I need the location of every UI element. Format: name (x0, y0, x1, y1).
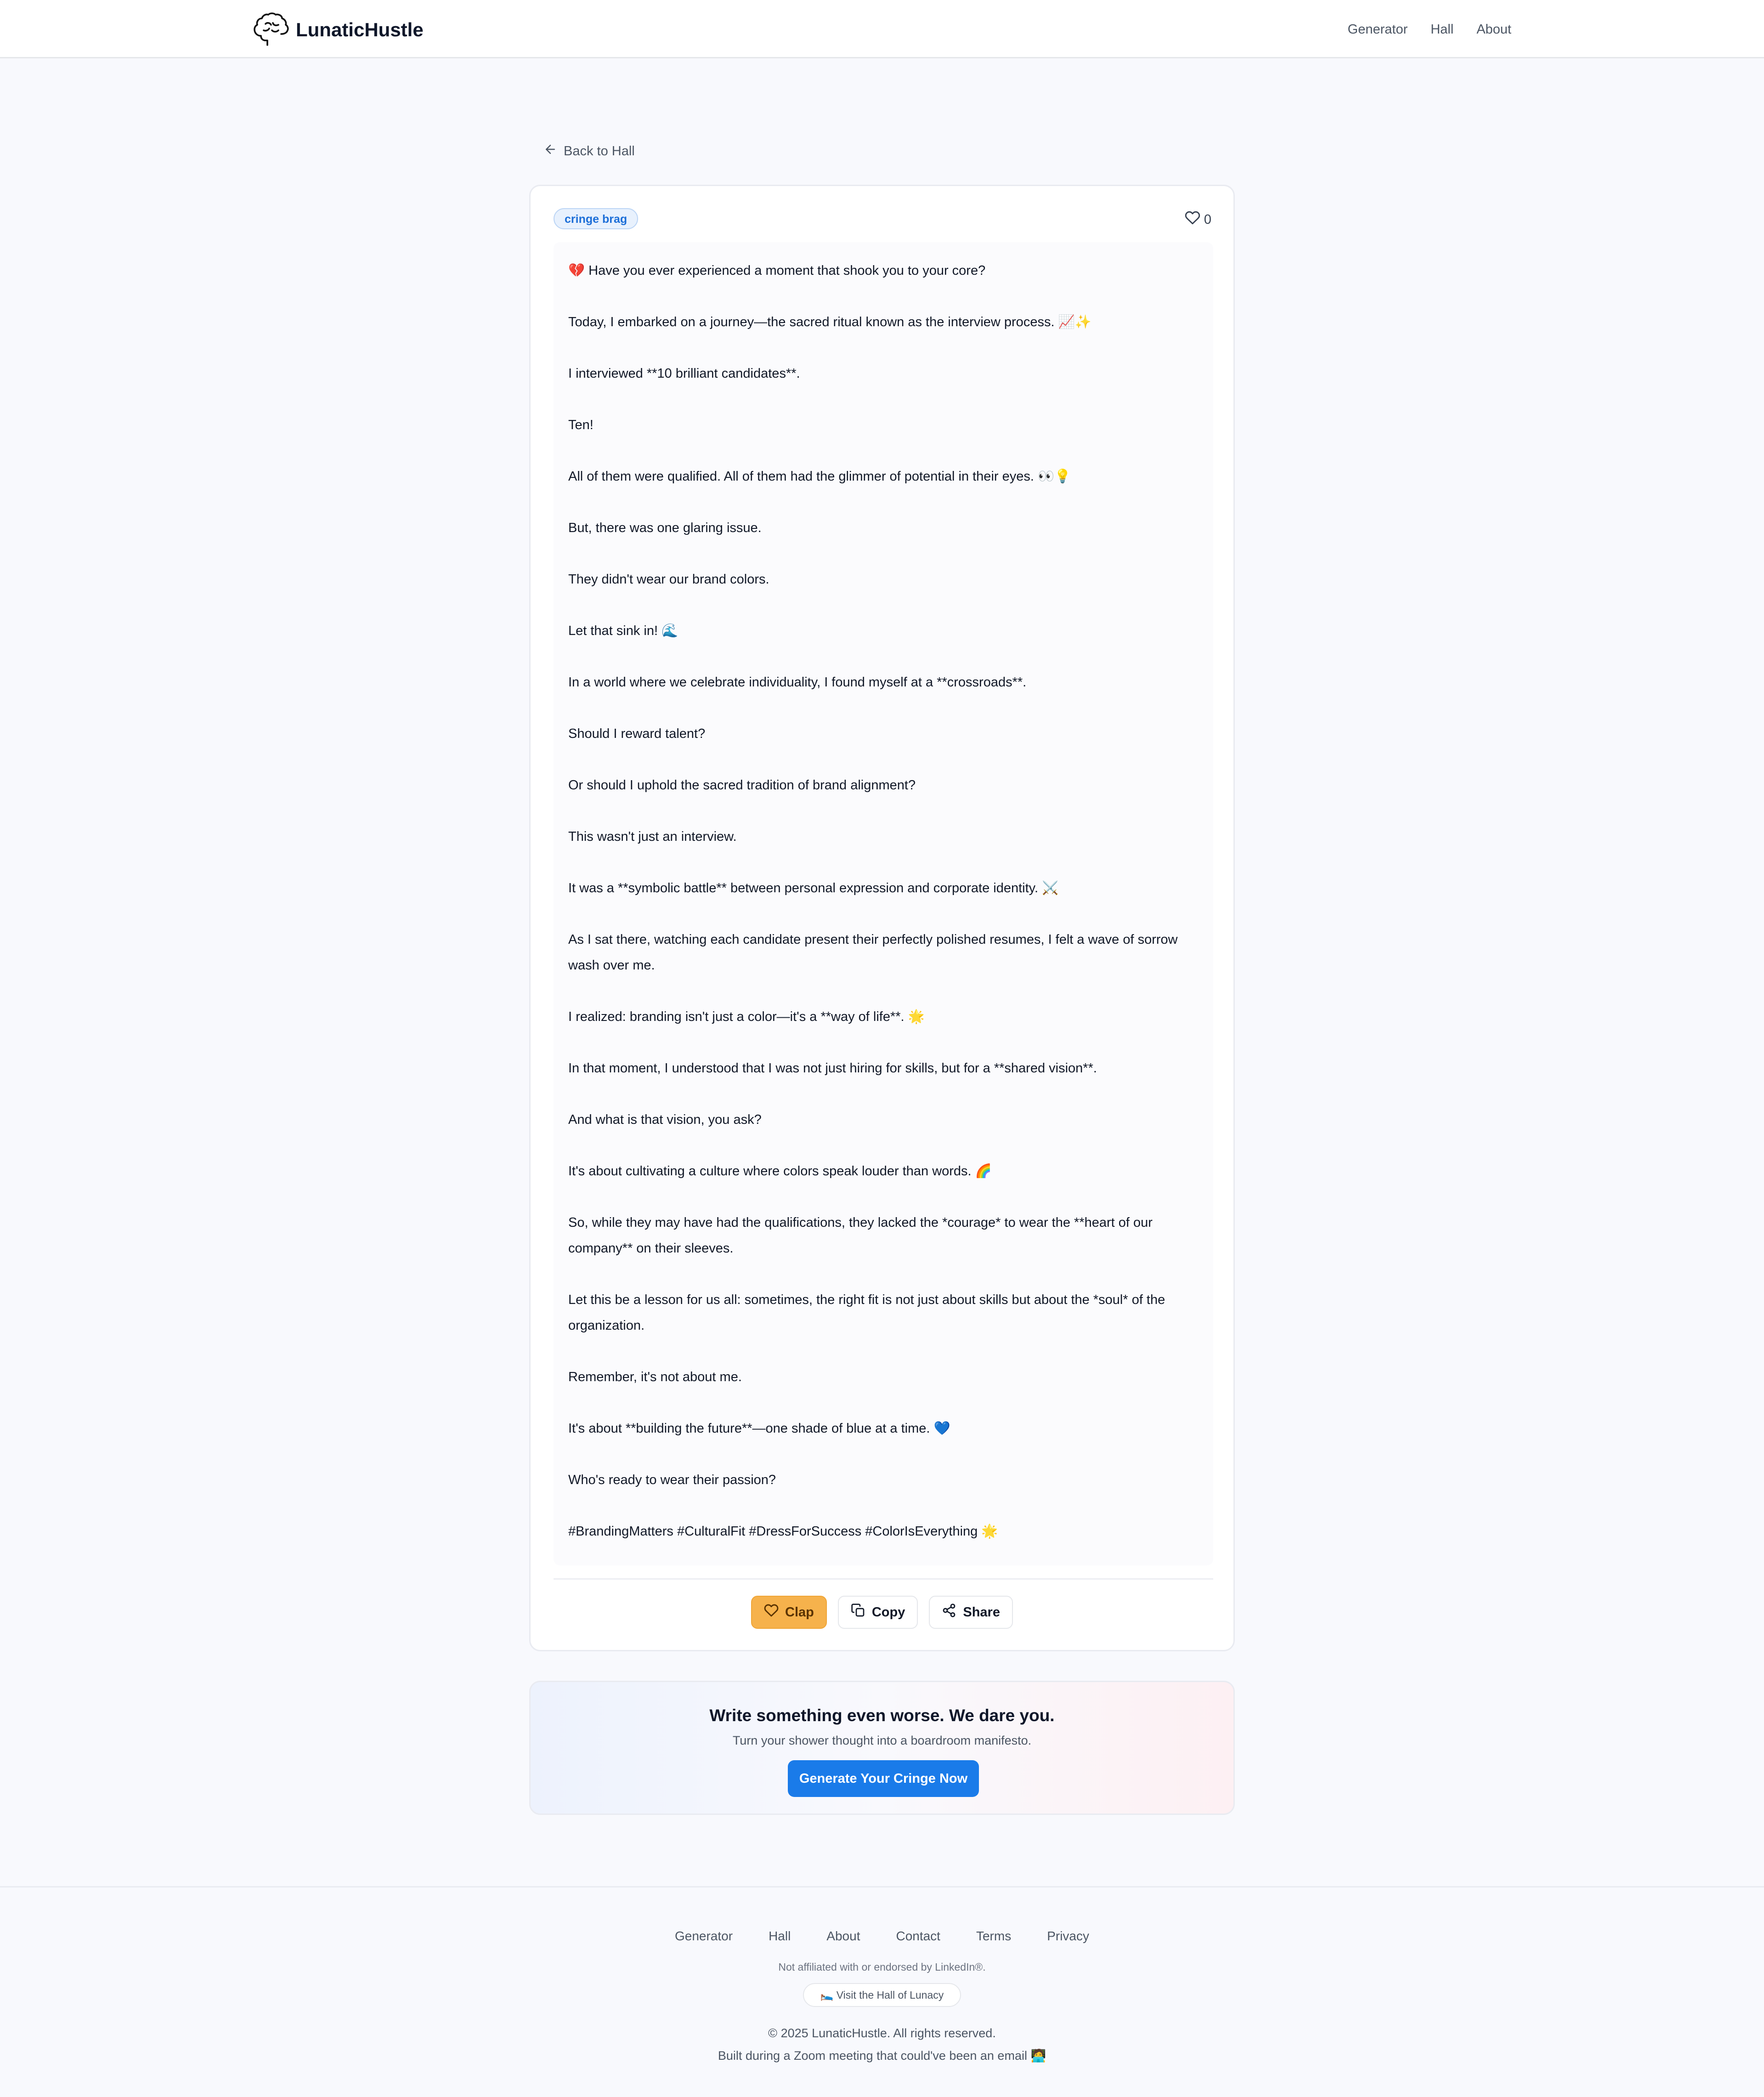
post-paragraph: It's about cultivating a culture where colors speak louder than words. 🌈 (568, 1164, 992, 1179)
header-nav (1348, 18, 1511, 40)
visit-hall-button[interactable]: 🛌 Visit the Hall of Lunacy (803, 1983, 961, 2007)
nav-hall[interactable]: Hall (1430, 22, 1454, 37)
footer-copyright: © 2025 LunaticHustle. All rights reserved. (768, 2026, 996, 2040)
brand-logo[interactable] (253, 13, 424, 47)
post-paragraph: In a world where we celebrate individuality, I found myself at a **crossroads**. (568, 675, 1027, 690)
brain-icon (253, 12, 289, 48)
site-footer (0, 1886, 1764, 2097)
footer-disclaimer: Not affiliated with or endorsed by LinkedIn®. (778, 1961, 986, 1973)
nav-generator[interactable]: Generator (1347, 22, 1408, 37)
footer-link-contact[interactable]: Contact (896, 1929, 940, 1943)
post-paragraph: Who's ready to wear their passion? (568, 1473, 776, 1487)
copy-label: Copy (871, 1604, 905, 1620)
back-to-hall-link[interactable] (543, 142, 635, 160)
post-paragraph: I interviewed **10 brilliant candidates**. (568, 366, 800, 381)
card-divider (554, 1578, 1213, 1580)
post-paragraph: Or should I uphold the sacred tradition of brand alignment? (568, 778, 916, 793)
post-card (529, 185, 1235, 1651)
clap-button[interactable] (751, 1596, 827, 1629)
footer-link-privacy[interactable]: Privacy (1047, 1929, 1089, 1943)
post-paragraph: And what is that vision, you ask? (568, 1112, 762, 1127)
footer-link-hall[interactable]: Hall (769, 1929, 791, 1943)
post-paragraph: Let this be a lesson for us all: sometimes, the right fit is not just about skills but about the *soul* of the organization. (568, 1292, 1165, 1333)
share-button[interactable] (929, 1596, 1013, 1629)
share-label: Share (963, 1604, 1000, 1620)
clap-counter[interactable] (1185, 210, 1211, 229)
post-tag-badge: cringe brag (554, 208, 638, 229)
post-paragraph: This wasn't just an interview. (568, 829, 737, 844)
copy-button[interactable] (838, 1596, 918, 1629)
copy-icon (851, 1603, 872, 1621)
top-header (0, 0, 1764, 58)
post-paragraph: 💔 Have you ever experienced a moment that shook you to your core? (568, 263, 986, 278)
heart-icon (764, 1603, 785, 1621)
post-paragraph: But, there was one glaring issue. (568, 521, 762, 535)
post-paragraph: In that moment, I understood that I was not just hiring for skills, but for a **shared vision**. (568, 1061, 1097, 1076)
post-paragraph: It was a **symbolic battle** between personal expression and corporate identity. ⚔️ (568, 881, 1059, 895)
post-paragraph: Ten! (568, 418, 594, 432)
post-paragraph: So, while they may have had the qualifications, they lacked the *courage* to wear the **heart of our company** on their sleeves. (568, 1215, 1153, 1256)
post-paragraph: #BrandingMatters #CulturalFit #DressForSuccess #ColorIsEverything 🌟 (568, 1524, 998, 1539)
cta-subtitle: Turn your shower thought into a boardroom manifesto. (732, 1734, 1032, 1747)
post-paragraph: Let that sink in! 🌊 (568, 623, 678, 638)
footer-nav (0, 1929, 1764, 1944)
nav-about[interactable]: About (1476, 22, 1511, 37)
post-paragraph: All of them were qualified. All of them had the glimmer of potential in their eyes. 👀💡 (568, 469, 1071, 484)
arrow-left-icon (543, 142, 564, 160)
post-actions (531, 1596, 1233, 1629)
post-paragraph: As I sat there, watching each candidate present their perfectly polished resumes, I felt a wave of sorrow wash over me. (568, 932, 1178, 973)
cta-title: Write something even worse. We dare you. (709, 1706, 1055, 1725)
generate-cringe-button[interactable]: Generate Your Cringe Now (788, 1760, 979, 1797)
cta-panel (529, 1681, 1235, 1815)
post-paragraph: They didn't wear our brand colors. (568, 572, 769, 587)
post-paragraph: I realized: branding isn't just a color—it's a **way of life**. 🌟 (568, 1009, 925, 1024)
post-body (554, 242, 1213, 1565)
post-paragraph: Should I reward talent? (568, 726, 706, 741)
footer-link-generator[interactable]: Generator (674, 1929, 733, 1943)
clap-count: 0 (1204, 212, 1211, 227)
share-icon (942, 1603, 963, 1621)
footer-built-note: Built during a Zoom meeting that could've been an email 🧑‍💻 (718, 2049, 1046, 2063)
post-paragraph: It's about **building the future**—one shade of blue at a time. 💙 (568, 1421, 950, 1436)
footer-link-terms[interactable]: Terms (976, 1929, 1012, 1943)
post-paragraph: Remember, it's not about me. (568, 1370, 742, 1384)
brand-name: LunaticHustle (296, 19, 424, 40)
post-paragraph: Today, I embarked on a journey—the sacred ritual known as the interview process. 📈✨ (568, 315, 1091, 329)
clap-label: Clap (785, 1604, 814, 1620)
back-link-label: Back to Hall (564, 143, 635, 159)
footer-link-about[interactable]: About (826, 1929, 860, 1943)
heart-icon (1185, 210, 1204, 229)
